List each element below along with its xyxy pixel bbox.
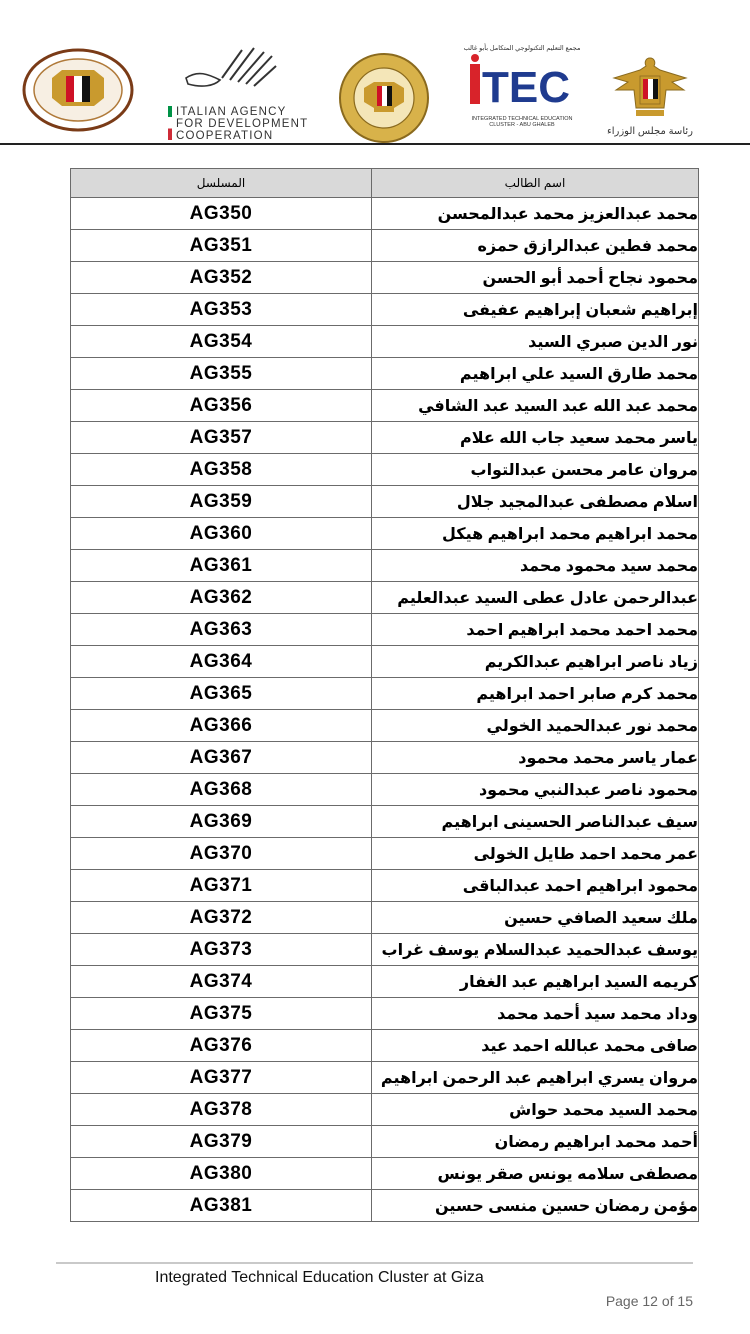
- serial-cell: AG370: [71, 838, 372, 870]
- table-row: [71, 1062, 699, 1094]
- footer-title: Integrated Technical Education Cluster at Giza: [155, 1269, 484, 1286]
- table-row: [71, 806, 699, 838]
- serial-cell: AG351: [71, 230, 372, 262]
- serial-cell: AG350: [71, 198, 372, 230]
- cabinet-presidency-logo: [606, 52, 694, 142]
- student-name-cell: محمد عبدالعزيز محمد عبدالمحسن: [372, 198, 699, 230]
- student-name-cell: محمد طارق السيد علي ابراهيم: [372, 358, 699, 390]
- student-name-cell: محمد عبد الله عبد السيد عبد الشافي: [372, 390, 699, 422]
- student-name-cell: محمد احمد محمد ابراهيم احمد: [372, 614, 699, 646]
- table-row: [71, 326, 699, 358]
- table-row: [71, 390, 699, 422]
- itec-logo: [462, 38, 582, 134]
- serial-cell: AG368: [71, 774, 372, 806]
- serial-cell: AG361: [71, 550, 372, 582]
- table-row: [71, 454, 699, 486]
- serial-cell: AG358: [71, 454, 372, 486]
- serial-cell: AG380: [71, 1158, 372, 1190]
- table-row: [71, 614, 699, 646]
- table-row: [71, 582, 699, 614]
- table-row: [71, 294, 699, 326]
- table-row: [71, 710, 699, 742]
- table-row: [71, 902, 699, 934]
- student-name-cell: نور الدين صبري السيد: [372, 326, 699, 358]
- table-row: [71, 998, 699, 1030]
- student-name-cell: يوسف عبدالحميد عبدالسلام يوسف غراب: [372, 934, 699, 966]
- serial-cell: AG355: [71, 358, 372, 390]
- student-name-cell: مروان يسري ابراهيم عبد الرحمن ابراهيم: [372, 1062, 699, 1094]
- table-row: [71, 838, 699, 870]
- serial-cell: AG365: [71, 678, 372, 710]
- table-row: [71, 646, 699, 678]
- serial-cell: AG377: [71, 1062, 372, 1094]
- student-name-cell: عمار ياسر محمد محمود: [372, 742, 699, 774]
- serial-cell: AG353: [71, 294, 372, 326]
- student-name-cell: عمر محمد احمد طايل الخولى: [372, 838, 699, 870]
- table-row: [71, 1190, 699, 1222]
- table-row: [71, 1158, 699, 1190]
- serial-cell: AG375: [71, 998, 372, 1030]
- serial-cell: AG364: [71, 646, 372, 678]
- student-name-cell: صافى محمد عبالله احمد عيد: [372, 1030, 699, 1062]
- student-name-cell: أحمد محمد ابراهيم رمضان: [372, 1126, 699, 1158]
- table-row: [71, 1030, 699, 1062]
- table-row: [71, 262, 699, 294]
- student-name-cell: محمد فطين عبدالرازق حمزه: [372, 230, 699, 262]
- serial-cell: AG371: [71, 870, 372, 902]
- serial-cell: AG374: [71, 966, 372, 998]
- serial-cell: AG352: [71, 262, 372, 294]
- italian-agency-text: ITALIAN AGENCY FOR DEVELOPMENT COOPERATION: [176, 106, 309, 142]
- serial-cell: AG376: [71, 1030, 372, 1062]
- table-row: [71, 742, 699, 774]
- table-row: [71, 486, 699, 518]
- student-name-cell: محمد السيد محمد حواش: [372, 1094, 699, 1126]
- student-name-cell: محمد نور عبدالحميد الخولي: [372, 710, 699, 742]
- table-row: [71, 550, 699, 582]
- serial-cell: AG379: [71, 1126, 372, 1158]
- serial-cell: AG360: [71, 518, 372, 550]
- table-row: [71, 934, 699, 966]
- header-serial: المسلسل: [71, 169, 372, 198]
- student-name-cell: عبدالرحمن عادل عطى السيد عبدالعليم: [372, 582, 699, 614]
- table-row: [71, 422, 699, 454]
- table-row: [71, 1094, 699, 1126]
- student-name-cell: محمود ناصر عبدالنبي محمود: [372, 774, 699, 806]
- table-body: [71, 198, 699, 1222]
- cabinet-presidency-text: رئاسة مجلس الوزراء: [607, 126, 693, 137]
- student-name-cell: وداد محمد سيد أحمد محمد: [372, 998, 699, 1030]
- ministry-international-cooperation-logo: [330, 52, 438, 144]
- serial-cell: AG363: [71, 614, 372, 646]
- student-name-cell: إبراهيم شعبان إبراهيم عفيفى: [372, 294, 699, 326]
- table-row: [71, 230, 699, 262]
- itec-wordmark: TEC: [482, 63, 570, 112]
- table-row: [71, 678, 699, 710]
- student-name-cell: كريمه السيد ابراهيم عبد الغفار: [372, 966, 699, 998]
- student-name-cell: اسلام مصطفى عبدالمجيد جلال: [372, 486, 699, 518]
- serial-cell: AG378: [71, 1094, 372, 1126]
- student-name-cell: محمد سيد محمود محمد: [372, 550, 699, 582]
- student-name-cell: محمود نجاح أحمد أبو الحسن: [372, 262, 699, 294]
- student-name-cell: زياد ناصر ابراهيم عبدالكريم: [372, 646, 699, 678]
- serial-cell: AG362: [71, 582, 372, 614]
- serial-cell: AG373: [71, 934, 372, 966]
- student-name-cell: مروان عامر محسن عبدالتواب: [372, 454, 699, 486]
- student-name-cell: سيف عبدالناصر الحسينى ابراهيم: [372, 806, 699, 838]
- table-row: [71, 198, 699, 230]
- italian-agency-logo: [168, 40, 308, 140]
- footer-divider: [56, 1262, 693, 1264]
- page-header: [0, 0, 750, 145]
- student-name-cell: محمود ابراهيم احمد عبدالباقى: [372, 870, 699, 902]
- table-row: [71, 1126, 699, 1158]
- serial-cell: AG359: [71, 486, 372, 518]
- itec-arabic-caption: مجمع التعليم التكنولوجي المتكامل بأبو غالب: [463, 45, 581, 52]
- serial-cell: AG356: [71, 390, 372, 422]
- serial-cell: AG366: [71, 710, 372, 742]
- students-table: [70, 168, 699, 1222]
- serial-cell: AG372: [71, 902, 372, 934]
- table-row: [71, 966, 699, 998]
- table-row: [71, 870, 699, 902]
- student-name-cell: محمد كرم صابر احمد ابراهيم: [372, 678, 699, 710]
- table-header-row: [71, 169, 699, 198]
- serial-cell: AG369: [71, 806, 372, 838]
- student-name-cell: ياسر محمد سعيد جاب الله علام: [372, 422, 699, 454]
- serial-cell: AG367: [71, 742, 372, 774]
- student-name-cell: محمد ابراهيم محمد ابراهيم هيكل: [372, 518, 699, 550]
- header-divider: [0, 143, 750, 145]
- itec-english-caption: INTEGRATED TECHNICAL EDUCATION CLUSTER - ABU GHALEB: [471, 116, 573, 128]
- serial-cell: AG357: [71, 422, 372, 454]
- table-row: [71, 518, 699, 550]
- table-row: [71, 774, 699, 806]
- serial-cell: AG381: [71, 1190, 372, 1222]
- education-development-fund-logo: [22, 48, 134, 132]
- student-name-cell: مصطفى سلامه يونس صقر يونس: [372, 1158, 699, 1190]
- table-row: [71, 358, 699, 390]
- student-name-cell: مؤمن رمضان حسين منسى حسين: [372, 1190, 699, 1222]
- page-number: Page 12 of 15: [605, 1293, 693, 1309]
- student-name-cell: ملك سعيد الصافي حسين: [372, 902, 699, 934]
- header-student-name: اسم الطالب: [372, 169, 699, 198]
- serial-cell: AG354: [71, 326, 372, 358]
